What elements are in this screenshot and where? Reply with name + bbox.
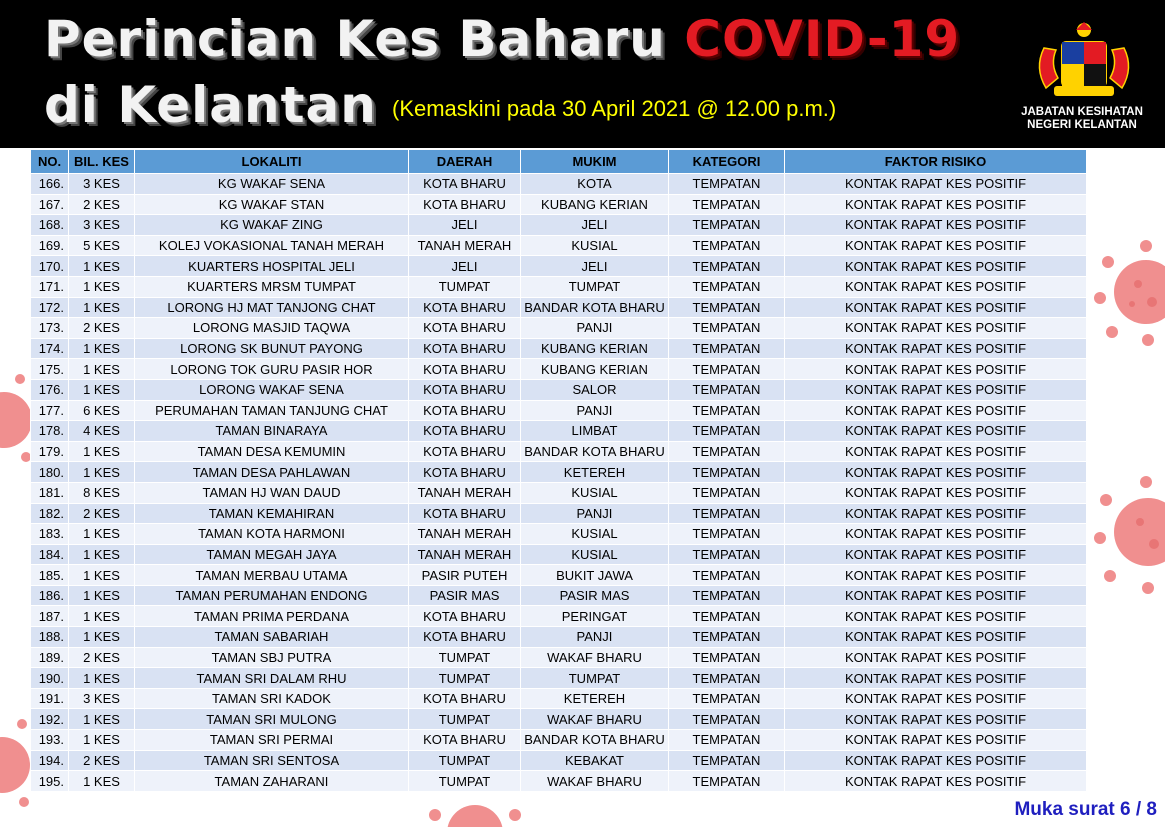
table-row — [31, 647, 1087, 668]
cell-no: 170. — [31, 256, 69, 277]
cell-mukim: KUSIAL — [521, 544, 669, 565]
cell-daerah: JELI — [409, 215, 521, 236]
cell-faktor-risiko: KONTAK RAPAT KES POSITIF — [785, 606, 1087, 627]
cell-mukim: PERINGAT — [521, 606, 669, 627]
cell-lokaliti: TAMAN SABARIAH — [135, 627, 409, 648]
cell-no: 182. — [31, 503, 69, 524]
cell-no: 185. — [31, 565, 69, 586]
cell-kategori: TEMPATAN — [669, 235, 785, 256]
cell-mukim: TUMPAT — [521, 276, 669, 297]
cell-daerah: TANAH MERAH — [409, 235, 521, 256]
cell-faktor-risiko: KONTAK RAPAT KES POSITIF — [785, 730, 1087, 751]
table-row — [31, 668, 1087, 689]
cell-faktor-risiko: KONTAK RAPAT KES POSITIF — [785, 235, 1087, 256]
cell-bil-kes: 1 KES — [69, 441, 135, 462]
cell-no: 167. — [31, 194, 69, 215]
cell-kategori: TEMPATAN — [669, 688, 785, 709]
case-table-container — [30, 149, 1086, 792]
table-row — [31, 215, 1087, 236]
cell-mukim: KUSIAL — [521, 524, 669, 545]
cell-faktor-risiko: KONTAK RAPAT KES POSITIF — [785, 524, 1087, 545]
cell-no: 173. — [31, 318, 69, 339]
virus-illustration-right-top — [1086, 232, 1165, 352]
cell-no: 175. — [31, 359, 69, 380]
cell-no: 184. — [31, 544, 69, 565]
table-row — [31, 235, 1087, 256]
cell-faktor-risiko: KONTAK RAPAT KES POSITIF — [785, 400, 1087, 421]
cell-faktor-risiko: KONTAK RAPAT KES POSITIF — [785, 338, 1087, 359]
cell-bil-kes: 1 KES — [69, 627, 135, 648]
cell-faktor-risiko: KONTAK RAPAT KES POSITIF — [785, 565, 1087, 586]
cell-faktor-risiko: KONTAK RAPAT KES POSITIF — [785, 668, 1087, 689]
table-row — [31, 421, 1087, 442]
cell-lokaliti: TAMAN SBJ PUTRA — [135, 647, 409, 668]
table-row — [31, 379, 1087, 400]
cell-lokaliti: TAMAN DESA KEMUMIN — [135, 441, 409, 462]
cell-mukim: BANDAR KOTA BHARU — [521, 297, 669, 318]
cell-lokaliti: KG WAKAF SENA — [135, 174, 409, 195]
cell-kategori: TEMPATAN — [669, 627, 785, 648]
cell-lokaliti: TAMAN PRIMA PERDANA — [135, 606, 409, 627]
cell-kategori: TEMPATAN — [669, 256, 785, 277]
cell-daerah: KOTA BHARU — [409, 297, 521, 318]
table-row — [31, 688, 1087, 709]
title-part1: Perincian Kes Baharu — [44, 10, 685, 68]
cell-mukim: WAKAF BHARU — [521, 771, 669, 792]
cell-bil-kes: 2 KES — [69, 503, 135, 524]
cell-lokaliti: TAMAN HJ WAN DAUD — [135, 482, 409, 503]
cell-bil-kes: 3 KES — [69, 688, 135, 709]
cell-mukim: PANJI — [521, 503, 669, 524]
cell-bil-kes: 1 KES — [69, 462, 135, 483]
cell-no: 193. — [31, 730, 69, 751]
table-row — [31, 338, 1087, 359]
cell-bil-kes: 5 KES — [69, 235, 135, 256]
cell-daerah: TUMPAT — [409, 771, 521, 792]
cell-kategori: TEMPATAN — [669, 462, 785, 483]
cell-daerah: KOTA BHARU — [409, 441, 521, 462]
cell-faktor-risiko: KONTAK RAPAT KES POSITIF — [785, 462, 1087, 483]
cell-kategori: TEMPATAN — [669, 482, 785, 503]
cell-mukim: KUBANG KERIAN — [521, 194, 669, 215]
cell-bil-kes: 2 KES — [69, 647, 135, 668]
cell-no: 171. — [31, 276, 69, 297]
cell-daerah: KOTA BHARU — [409, 338, 521, 359]
cell-mukim: WAKAF BHARU — [521, 647, 669, 668]
cell-lokaliti: LORONG TOK GURU PASIR HOR — [135, 359, 409, 380]
cell-no: 191. — [31, 688, 69, 709]
column-header-bil-kes: BIL. KES — [69, 150, 135, 174]
department-name — [1004, 106, 1160, 132]
cell-faktor-risiko: KONTAK RAPAT KES POSITIF — [785, 379, 1087, 400]
cell-no: 168. — [31, 215, 69, 236]
cell-kategori: TEMPATAN — [669, 647, 785, 668]
cell-daerah: KOTA BHARU — [409, 688, 521, 709]
cell-kategori: TEMPATAN — [669, 524, 785, 545]
cell-faktor-risiko: KONTAK RAPAT KES POSITIF — [785, 688, 1087, 709]
cell-no: 187. — [31, 606, 69, 627]
cell-lokaliti: LORONG WAKAF SENA — [135, 379, 409, 400]
cell-no: 194. — [31, 750, 69, 771]
column-header-faktor-risiko: FAKTOR RISIKO — [785, 150, 1087, 174]
cell-faktor-risiko: KONTAK RAPAT KES POSITIF — [785, 771, 1087, 792]
cell-daerah: TANAH MERAH — [409, 482, 521, 503]
cell-faktor-risiko: KONTAK RAPAT KES POSITIF — [785, 627, 1087, 648]
cell-lokaliti: LORONG MASJID TAQWA — [135, 318, 409, 339]
cell-faktor-risiko: KONTAK RAPAT KES POSITIF — [785, 709, 1087, 730]
cell-kategori: TEMPATAN — [669, 585, 785, 606]
cell-lokaliti: KG WAKAF STAN — [135, 194, 409, 215]
cell-mukim: PANJI — [521, 318, 669, 339]
cell-bil-kes: 6 KES — [69, 400, 135, 421]
cell-lokaliti: TAMAN SRI KADOK — [135, 688, 409, 709]
cell-no: 188. — [31, 627, 69, 648]
cell-daerah: KOTA BHARU — [409, 318, 521, 339]
cell-no: 190. — [31, 668, 69, 689]
cell-kategori: TEMPATAN — [669, 503, 785, 524]
table-row — [31, 585, 1087, 606]
cell-no: 192. — [31, 709, 69, 730]
cell-mukim: JELI — [521, 256, 669, 277]
column-header-mukim: MUKIM — [521, 150, 669, 174]
cell-mukim: KEBAKAT — [521, 750, 669, 771]
cell-kategori: TEMPATAN — [669, 709, 785, 730]
table-row — [31, 400, 1087, 421]
cell-bil-kes: 2 KES — [69, 318, 135, 339]
cell-kategori: TEMPATAN — [669, 338, 785, 359]
column-header-kategori: KATEGORI — [669, 150, 785, 174]
column-header-daerah: DAERAH — [409, 150, 521, 174]
cell-daerah: KOTA BHARU — [409, 627, 521, 648]
cell-daerah: TANAH MERAH — [409, 544, 521, 565]
table-row — [31, 709, 1087, 730]
cell-bil-kes: 1 KES — [69, 565, 135, 586]
table-row — [31, 462, 1087, 483]
cell-bil-kes: 1 KES — [69, 256, 135, 277]
cell-kategori: TEMPATAN — [669, 400, 785, 421]
cell-bil-kes: 1 KES — [69, 771, 135, 792]
table-row — [31, 524, 1087, 545]
cell-bil-kes: 1 KES — [69, 606, 135, 627]
cell-no: 166. — [31, 174, 69, 195]
column-header-lokaliti: LOKALITI — [135, 150, 409, 174]
cell-mukim: PANJI — [521, 400, 669, 421]
column-header-no: NO. — [31, 150, 69, 174]
table-row — [31, 359, 1087, 380]
cell-no: 189. — [31, 647, 69, 668]
cell-lokaliti: LORONG HJ MAT TANJONG CHAT — [135, 297, 409, 318]
cell-lokaliti: KUARTERS MRSM TUMPAT — [135, 276, 409, 297]
cell-daerah: KOTA BHARU — [409, 359, 521, 380]
cell-lokaliti: TAMAN MERBAU UTAMA — [135, 565, 409, 586]
table-row — [31, 174, 1087, 195]
cell-no: 183. — [31, 524, 69, 545]
cell-kategori: TEMPATAN — [669, 297, 785, 318]
cell-daerah: KOTA BHARU — [409, 730, 521, 751]
cell-kategori: TEMPATAN — [669, 276, 785, 297]
cell-mukim: JELI — [521, 215, 669, 236]
cell-mukim: KUSIAL — [521, 235, 669, 256]
cell-mukim: KETEREH — [521, 462, 669, 483]
cell-kategori: TEMPATAN — [669, 544, 785, 565]
cell-faktor-risiko: KONTAK RAPAT KES POSITIF — [785, 482, 1087, 503]
table-row — [31, 276, 1087, 297]
cell-no: 181. — [31, 482, 69, 503]
virus-illustration-bottom — [415, 793, 535, 827]
cell-kategori: TEMPATAN — [669, 730, 785, 751]
cell-bil-kes: 1 KES — [69, 524, 135, 545]
table-row — [31, 606, 1087, 627]
cell-faktor-risiko: KONTAK RAPAT KES POSITIF — [785, 194, 1087, 215]
cell-daerah: KOTA BHARU — [409, 174, 521, 195]
cell-bil-kes: 3 KES — [69, 215, 135, 236]
cell-faktor-risiko: KONTAK RAPAT KES POSITIF — [785, 256, 1087, 277]
virus-illustration-left-bottom — [0, 710, 32, 820]
table-row — [31, 318, 1087, 339]
cell-mukim: KUBANG KERIAN — [521, 338, 669, 359]
cell-daerah: TANAH MERAH — [409, 524, 521, 545]
cell-daerah: TUMPAT — [409, 647, 521, 668]
cell-mukim: LIMBAT — [521, 421, 669, 442]
virus-illustration-left-top — [0, 365, 32, 475]
cell-bil-kes: 1 KES — [69, 297, 135, 318]
cell-bil-kes: 1 KES — [69, 709, 135, 730]
table-row — [31, 750, 1087, 771]
cell-no: 176. — [31, 379, 69, 400]
cell-lokaliti: TAMAN SRI DALAM RHU — [135, 668, 409, 689]
cell-lokaliti: TAMAN ZAHARANI — [135, 771, 409, 792]
cell-daerah: KOTA BHARU — [409, 194, 521, 215]
cell-mukim: KOTA — [521, 174, 669, 195]
cell-lokaliti: TAMAN PERUMAHAN ENDONG — [135, 585, 409, 606]
cell-faktor-risiko: KONTAK RAPAT KES POSITIF — [785, 318, 1087, 339]
department-line1: JABATAN KESIHATAN — [1021, 106, 1143, 118]
table-row — [31, 627, 1087, 648]
cell-kategori: TEMPATAN — [669, 606, 785, 627]
cell-daerah: KOTA BHARU — [409, 462, 521, 483]
cell-mukim: KUSIAL — [521, 482, 669, 503]
cell-daerah: TUMPAT — [409, 668, 521, 689]
cell-daerah: KOTA BHARU — [409, 400, 521, 421]
cell-daerah: KOTA BHARU — [409, 606, 521, 627]
department-line2: NEGERI KELANTAN — [1027, 119, 1137, 131]
table-row — [31, 297, 1087, 318]
cell-no: 179. — [31, 441, 69, 462]
virus-illustration-right-bottom — [1090, 470, 1165, 600]
cell-mukim: PASIR MAS — [521, 585, 669, 606]
page-title — [44, 10, 960, 68]
state-crest-logo — [1024, 18, 1144, 100]
cell-kategori: TEMPATAN — [669, 359, 785, 380]
cell-faktor-risiko: KONTAK RAPAT KES POSITIF — [785, 750, 1087, 771]
cell-lokaliti: LORONG SK BUNUT PAYONG — [135, 338, 409, 359]
cell-bil-kes: 1 KES — [69, 379, 135, 400]
cell-lokaliti: TAMAN KOTA HARMONI — [135, 524, 409, 545]
cell-mukim: KETEREH — [521, 688, 669, 709]
table-row — [31, 503, 1087, 524]
cell-kategori: TEMPATAN — [669, 174, 785, 195]
cell-bil-kes: 2 KES — [69, 750, 135, 771]
cell-kategori: TEMPATAN — [669, 441, 785, 462]
table-row — [31, 565, 1087, 586]
cell-no: 172. — [31, 297, 69, 318]
cell-faktor-risiko: KONTAK RAPAT KES POSITIF — [785, 441, 1087, 462]
cell-faktor-risiko: KONTAK RAPAT KES POSITIF — [785, 359, 1087, 380]
table-header-row — [31, 150, 1087, 174]
cell-no: 174. — [31, 338, 69, 359]
cell-mukim: KUBANG KERIAN — [521, 359, 669, 380]
cell-no: 195. — [31, 771, 69, 792]
cell-daerah: KOTA BHARU — [409, 503, 521, 524]
cell-kategori: TEMPATAN — [669, 194, 785, 215]
cell-faktor-risiko: KONTAK RAPAT KES POSITIF — [785, 421, 1087, 442]
cell-mukim: BANDAR KOTA BHARU — [521, 441, 669, 462]
cell-bil-kes: 1 KES — [69, 668, 135, 689]
cell-bil-kes: 1 KES — [69, 544, 135, 565]
cell-no: 180. — [31, 462, 69, 483]
table-row — [31, 441, 1087, 462]
cell-daerah: TUMPAT — [409, 709, 521, 730]
table-row — [31, 771, 1087, 792]
cell-bil-kes: 4 KES — [69, 421, 135, 442]
cell-bil-kes: 8 KES — [69, 482, 135, 503]
cell-lokaliti: TAMAN BINARAYA — [135, 421, 409, 442]
cell-lokaliti: KUARTERS HOSPITAL JELI — [135, 256, 409, 277]
cell-kategori: TEMPATAN — [669, 421, 785, 442]
cell-faktor-risiko: KONTAK RAPAT KES POSITIF — [785, 215, 1087, 236]
cell-daerah: TUMPAT — [409, 750, 521, 771]
update-subtitle: (Kemaskini pada 30 April 2021 @ 12.00 p.m.) — [392, 96, 837, 121]
cell-faktor-risiko: KONTAK RAPAT KES POSITIF — [785, 276, 1087, 297]
cell-lokaliti: PERUMAHAN TAMAN TANJUNG CHAT — [135, 400, 409, 421]
cell-bil-kes: 1 KES — [69, 585, 135, 606]
cell-faktor-risiko: KONTAK RAPAT KES POSITIF — [785, 174, 1087, 195]
cell-kategori: TEMPATAN — [669, 318, 785, 339]
cell-bil-kes: 1 KES — [69, 338, 135, 359]
cell-kategori: TEMPATAN — [669, 565, 785, 586]
cell-kategori: TEMPATAN — [669, 668, 785, 689]
cell-lokaliti: TAMAN DESA PAHLAWAN — [135, 462, 409, 483]
cell-bil-kes: 1 KES — [69, 276, 135, 297]
case-table — [30, 149, 1087, 792]
table-row — [31, 256, 1087, 277]
cell-faktor-risiko: KONTAK RAPAT KES POSITIF — [785, 297, 1087, 318]
table-row — [31, 482, 1087, 503]
cell-faktor-risiko: KONTAK RAPAT KES POSITIF — [785, 503, 1087, 524]
cell-no: 169. — [31, 235, 69, 256]
cell-daerah: KOTA BHARU — [409, 421, 521, 442]
table-row — [31, 544, 1087, 565]
title-highlight: COVID-19 — [684, 10, 961, 68]
cell-daerah: TUMPAT — [409, 276, 521, 297]
page-number: Muka surat 6 / 8 — [1014, 799, 1157, 820]
cell-bil-kes: 1 KES — [69, 730, 135, 751]
cell-no: 178. — [31, 421, 69, 442]
cell-bil-kes: 1 KES — [69, 359, 135, 380]
cell-kategori: TEMPATAN — [669, 215, 785, 236]
table-row — [31, 730, 1087, 751]
table-body — [31, 174, 1087, 792]
cell-mukim: TUMPAT — [521, 668, 669, 689]
cell-kategori: TEMPATAN — [669, 379, 785, 400]
cell-mukim: BUKIT JAWA — [521, 565, 669, 586]
cell-lokaliti: TAMAN SRI SENTOSA — [135, 750, 409, 771]
cell-mukim: WAKAF BHARU — [521, 709, 669, 730]
table-row — [31, 194, 1087, 215]
cell-daerah: PASIR MAS — [409, 585, 521, 606]
cell-kategori: TEMPATAN — [669, 750, 785, 771]
page-title-line2: di Kelantan — [44, 76, 377, 134]
cell-daerah: JELI — [409, 256, 521, 277]
cell-bil-kes: 2 KES — [69, 194, 135, 215]
cell-daerah: KOTA BHARU — [409, 379, 521, 400]
cell-kategori: TEMPATAN — [669, 771, 785, 792]
cell-mukim: BANDAR KOTA BHARU — [521, 730, 669, 751]
cell-bil-kes: 3 KES — [69, 174, 135, 195]
cell-lokaliti: TAMAN SRI PERMAI — [135, 730, 409, 751]
cell-faktor-risiko: KONTAK RAPAT KES POSITIF — [785, 647, 1087, 668]
cell-faktor-risiko: KONTAK RAPAT KES POSITIF — [785, 544, 1087, 565]
cell-lokaliti: KG WAKAF ZING — [135, 215, 409, 236]
cell-mukim: SALOR — [521, 379, 669, 400]
cell-no: 186. — [31, 585, 69, 606]
cell-lokaliti: KOLEJ VOKASIONAL TANAH MERAH — [135, 235, 409, 256]
cell-lokaliti: TAMAN SRI MULONG — [135, 709, 409, 730]
cell-daerah: PASIR PUTEH — [409, 565, 521, 586]
cell-no: 177. — [31, 400, 69, 421]
cell-faktor-risiko: KONTAK RAPAT KES POSITIF — [785, 585, 1087, 606]
cell-mukim: PANJI — [521, 627, 669, 648]
cell-lokaliti: TAMAN MEGAH JAYA — [135, 544, 409, 565]
cell-lokaliti: TAMAN KEMAHIRAN — [135, 503, 409, 524]
